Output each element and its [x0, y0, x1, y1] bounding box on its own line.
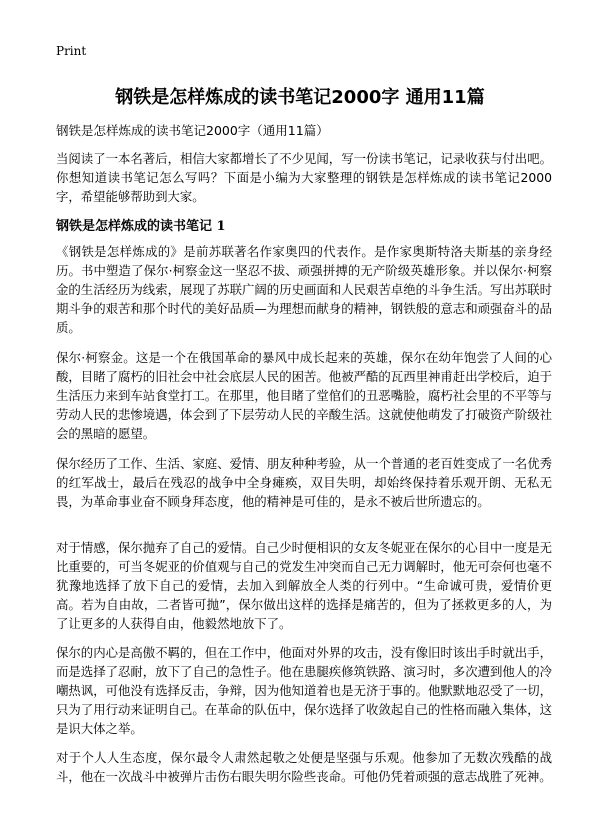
- section-heading: 钢铁是怎样炼成的读书笔记 1: [56, 219, 226, 234]
- document-subtitle: 钢铁是怎样炼成的读书笔记2000字（通用11篇）: [56, 123, 329, 138]
- body-paragraph-1: 《钢铁是怎样炼成的》是前苏联著名作家奥四的代表作。是作家奥斯特洛夫斯基的亲身经历。书中塑造了保尔·柯察金这一坚忍不拔、顽强拼搏的无产阶级英雄形象。并以保尔·柯察金的生活经历为线索，展现了苏联广阔的历史画面和人民艰苦卓绝的斗争生活。写出苏联时期斗争的艰苦和那个时代的美好品质—为理想而献身的精神，钢铁般的意志和顽强奋斗的品质。: [56, 244, 552, 335]
- intro-paragraph: 当阅读了一本名著后，相信大家都增长了不少见闻，写一份读书笔记，记录收获与付出吧。你想知道读书笔记怎么写吗？下面是小编为大家整理的钢铁是怎样炼成的读书笔记2000字，希望能够帮助到大家。: [56, 151, 552, 204]
- body-paragraph-2: 保尔·柯察金。这是一个在俄国革命的暴风中成长起来的英雄，保尔在幼年饱尝了人间的心酸，目睹了腐朽的旧社会中社会底层人民的困苦。他被严酷的瓦西里神甫赶出学校后，迫于生活压力来到车站食堂打工。在那里，他目睹了堂倌们的丑恶嘴脸，腐朽社会里的不平等与劳动人民的悲惨境遇，体会到了下层劳动人民的辛酸生活。这就使他萌发了打破资产阶级社会的黑暗的愿望。: [56, 350, 552, 441]
- document-title: 钢铁是怎样炼成的读书笔记2000字 通用11篇: [115, 87, 485, 108]
- body-paragraph-5: 保尔的内心是高傲不羁的，但在工作中，他面对外界的攻击，没有像旧时该出手时就出手，而是选择了忍耐，放下了自己的急性子。他在患腿疾修筑铁路、演习时，多次遭到他人的冷嘲热讽，可他没有选择反击，争辩，因为他知道着也是无济于事的。他默默地忍受了一切，只为了用行动来证明自己。在革命的队伍中，保尔选择了收敛起自己的性格而融入集体，这是识大体之举。: [56, 645, 552, 736]
- body-paragraph-6: 对于个人人生态度，保尔最令人肃然起敬之处便是坚强与乐观。他参加了无数次残酷的战斗，他在一次战斗中被弹片击伤右眼失明尔险些丧命。可他仍凭着顽强的意志战胜了死神。: [56, 750, 552, 784]
- body-paragraph-4: 对于情感，保尔抛弃了自己的爱情。自己少时便相识的女友冬妮亚在保尔的心目中一度是无比重要的，可当冬妮亚的价值观与自己的党发生冲突而自己无力调解时，他无可奈何也毫不犹豫地选择了放下自己的爱情，去加入到解放全人类的行列中。“生命诚可贵，爱情价更高。若为自由故，二者皆可抛”，保尔做出这样的选择是痛苦的，但为了拯救更多的人，为了让更多的人获得自由，他毅然地放下了。: [56, 540, 552, 631]
- body-paragraph-3: 保尔经历了工作、生活、家庭、爱情、朋友种种考验，从一个普通的老百姓变成了一名优秀的红军战士，最后在残忍的战争中全身瘫痪，双目失明，却始终保持着乐观开朗、无私无畏，为革命事业奋不顾身拜态度，他的精神是可佳的，是永不被后世所遗忘的。: [56, 456, 552, 509]
- print-link[interactable]: Print: [56, 44, 87, 58]
